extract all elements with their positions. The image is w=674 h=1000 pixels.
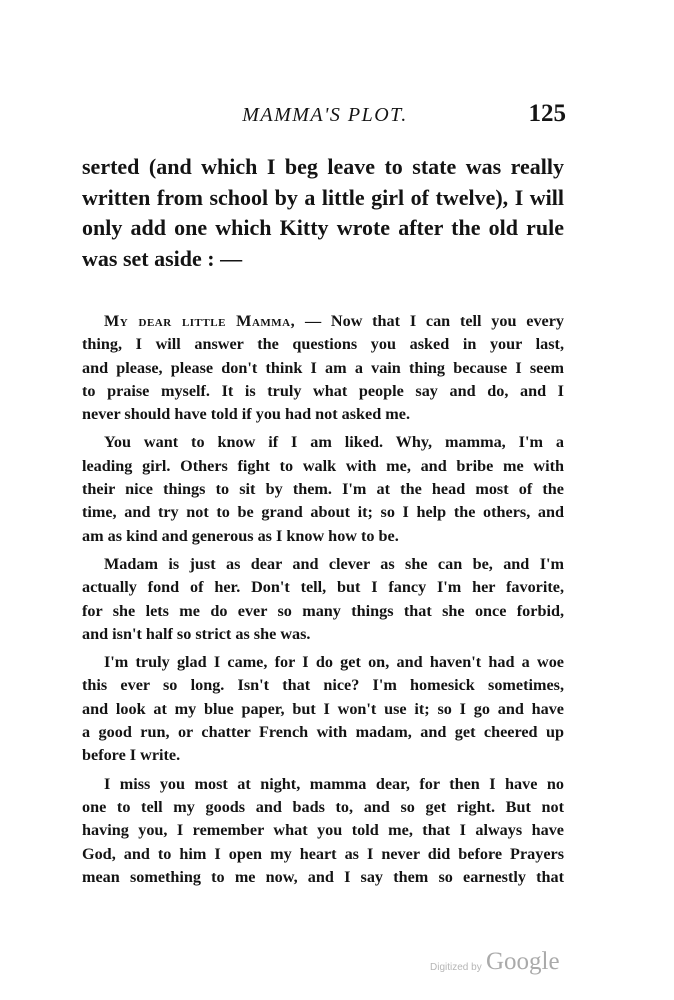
letter-line: time, and try not to be grand about it; so I help the others, and bbox=[82, 503, 564, 522]
intro-line: only add one which Kitty wrote after the old rule bbox=[82, 215, 564, 240]
letter-line: and please, please don't think I am a vain thing because I seem bbox=[82, 358, 564, 377]
letter-paragraph bbox=[82, 651, 564, 767]
google-logo: Google bbox=[486, 948, 560, 975]
letter-salutation: My dear little Mamma, bbox=[104, 312, 296, 330]
intro-line: was set aside : — bbox=[82, 245, 243, 271]
letter-line: mean something to me now, and I say them so earnestly that bbox=[82, 867, 564, 886]
letter-paragraph bbox=[82, 310, 564, 426]
running-title: MAMMA'S PLOT. bbox=[242, 104, 408, 126]
letter-line: I miss you most at night, mamma dear, for then I have no bbox=[104, 774, 564, 793]
letter-line: You want to know if I am liked. Why, mamma, I'm a bbox=[104, 433, 564, 452]
intro-paragraph bbox=[82, 152, 564, 274]
letter-line: and isn't half so strict as she was. bbox=[82, 624, 311, 643]
letter-line: Madam is just as dear and clever as she can be, and I'm bbox=[104, 554, 564, 573]
digitized-watermark bbox=[430, 948, 570, 982]
letter-line: I'm truly glad I came, for I do get on, and haven't had a woe bbox=[104, 653, 564, 672]
letter-line: to praise myself. It is truly what people say and do, and I bbox=[82, 381, 564, 400]
letter bbox=[82, 310, 564, 894]
letter-line: their nice things to sit by them. I'm at the head most of the bbox=[82, 480, 564, 499]
letter-line: and look at my blue paper, but I won't use it; so I go and have bbox=[82, 699, 564, 718]
letter-line: actually fond of her. Don't tell, but I fancy I'm her favorite, bbox=[82, 578, 564, 597]
letter-line bbox=[82, 310, 564, 333]
letter-line: am as kind and generous as I know how to be. bbox=[82, 526, 399, 545]
letter-line: having you, I remember what you told me, that I always have bbox=[82, 821, 564, 840]
page-number: 125 bbox=[528, 100, 566, 127]
letter-line: for she lets me do ever so many things that she once forbid, bbox=[82, 601, 564, 620]
letter-line: leading girl. Others fight to walk with me, and bribe me with bbox=[82, 456, 564, 475]
letter-line: a good run, or chatter French with madam, and get cheered up bbox=[82, 723, 564, 742]
letter-line: God, and to him I open my heart as I never did before Prayers bbox=[82, 844, 564, 863]
letter-line: one to tell my goods and bads to, and so get right. But not bbox=[82, 797, 564, 816]
running-head bbox=[82, 100, 568, 134]
letter-paragraph bbox=[82, 773, 564, 889]
letter-line: before I write. bbox=[82, 746, 181, 765]
digitized-by-label: Digitized by bbox=[430, 962, 482, 973]
letter-paragraph bbox=[82, 431, 564, 547]
letter-paragraph bbox=[82, 553, 564, 646]
intro-line: written from school by a little girl of twelve), I will bbox=[82, 184, 564, 210]
letter-line-text: — Now that I can tell you every bbox=[304, 312, 565, 330]
letter-line: thing, I will answer the questions you asked in your last, bbox=[82, 335, 564, 354]
letter-line: this ever so long. Isn't that nice? I'm homesick sometimes, bbox=[82, 676, 564, 695]
intro-line: serted (and which I beg leave to state was really bbox=[82, 154, 564, 179]
letter-line: never should have told if you had not asked me. bbox=[82, 405, 411, 424]
